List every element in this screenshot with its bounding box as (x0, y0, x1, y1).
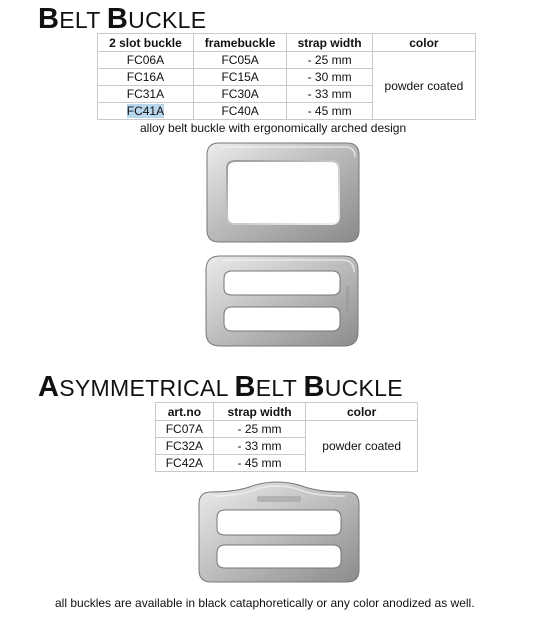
heading-part: A (38, 371, 60, 403)
availability-note: all buckles are available in black cataphoretically or any color anodized as well. (55, 596, 475, 610)
column-header-strap-width: strap width (287, 34, 372, 52)
asymmetrical-buckle-image (197, 478, 361, 584)
column-header-framebuckle: framebuckle (193, 34, 286, 52)
belt-buckle-spec-table (97, 33, 476, 120)
cell-strap-width: - 30 mm (287, 69, 372, 86)
cell-art-no: FC07A (156, 421, 214, 438)
cell-art-no: FC42A (156, 455, 214, 472)
heading-part: B (38, 3, 60, 35)
asymmetrical-buckle-spec-table (155, 402, 418, 472)
cell-framebuckle: FC40A (193, 103, 286, 120)
cell-strap-width: - 33 mm (213, 438, 306, 455)
selected-text: FC41A (126, 104, 165, 118)
table-row (156, 421, 418, 438)
cell-framebuckle: FC30A (193, 86, 286, 103)
cell-color: powder coated (372, 52, 475, 120)
heading-part: B (106, 3, 129, 35)
column-header-art-no: art.no (156, 403, 214, 421)
heading-part: UCKLE (128, 7, 207, 33)
cell-art-no: FC32A (156, 438, 214, 455)
cell-2-slot-buckle-selected (98, 103, 194, 120)
belt-buckle-heading (38, 0, 206, 36)
cell-strap-width: - 33 mm (287, 86, 372, 103)
heading-part: SYMMETRICAL (59, 375, 235, 401)
belt-buckle-caption: alloy belt buckle with ergonomically arched design (140, 121, 407, 135)
cell-2-slot-buckle: FC16A (98, 69, 194, 86)
heading-part: ELT (255, 375, 304, 401)
cell-color: powder coated (306, 421, 418, 472)
cell-strap-width: - 45 mm (287, 103, 372, 120)
heading-part: B (303, 371, 325, 403)
table-header-row (98, 34, 476, 52)
frame-buckle-image (205, 141, 361, 244)
column-header-color: color (306, 403, 418, 421)
table-header-row (156, 403, 418, 421)
heading-part: ELT (59, 7, 107, 33)
cell-framebuckle: FC15A (193, 69, 286, 86)
cell-strap-width: - 25 mm (213, 421, 306, 438)
column-header-strap-width: strap width (213, 403, 306, 421)
column-header-color: color (372, 34, 475, 52)
cell-2-slot-buckle: FC06A (98, 52, 194, 69)
cell-strap-width: - 25 mm (287, 52, 372, 69)
cell-strap-width: - 45 mm (213, 455, 306, 472)
cell-framebuckle: FC05A (193, 52, 286, 69)
asymmetrical-belt-buckle-heading (38, 367, 403, 404)
cell-2-slot-buckle: FC31A (98, 86, 194, 103)
heading-part: UCKLE (324, 375, 403, 401)
column-header-2-slot-buckle: 2 slot buckle (98, 34, 194, 52)
table-row (98, 52, 476, 69)
heading-part: B (234, 371, 256, 403)
two-slot-buckle-image (204, 254, 360, 348)
